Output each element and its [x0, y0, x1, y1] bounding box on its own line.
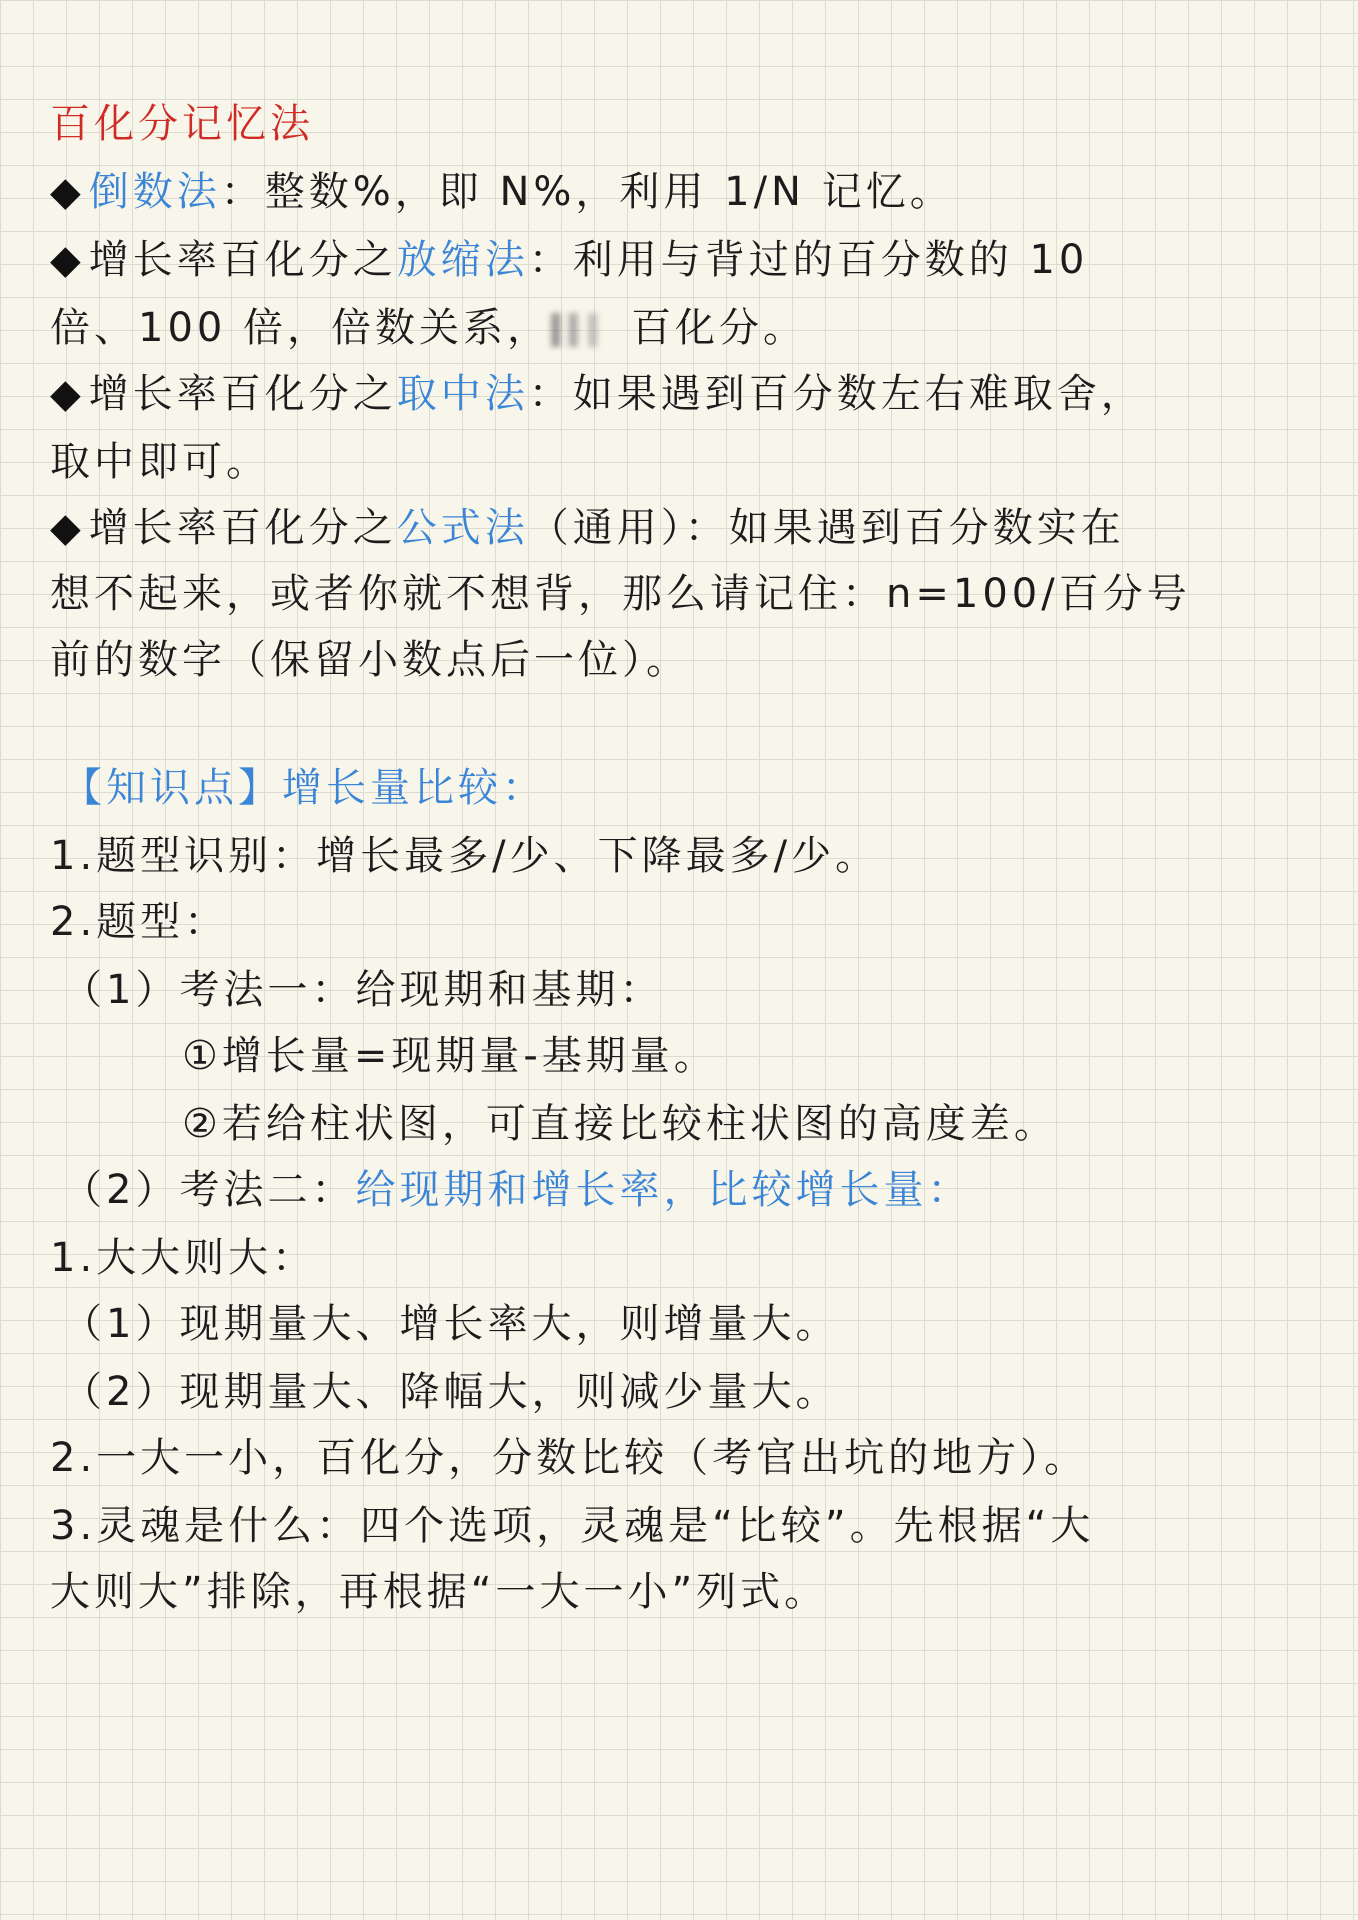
method-reciprocal: [50, 166, 1320, 218]
text: （2）考法二：: [62, 1167, 356, 1213]
keyword: 取中法: [396, 371, 529, 417]
prefix: 增长率百化分之: [88, 237, 397, 283]
knowledge-line-5: ②若给柱状图，可直接比较柱状图的高度差。: [182, 1101, 1058, 1147]
diamond-bullet-icon: ◆: [50, 505, 85, 551]
method-formula-cont2: 前的数字（保留小数点后一位）。: [50, 637, 690, 683]
method-middle: [50, 368, 1320, 420]
keyword: 公式法: [396, 505, 529, 551]
diamond-bullet-icon: ◆: [50, 371, 85, 417]
knowledge-line-4: ①增长量=现期量-基期量。: [182, 1033, 718, 1079]
knowledge-line-8: （1）现期量大、增长率大，则增量大。: [62, 1301, 840, 1347]
diamond-bullet-icon: ◆: [50, 169, 85, 215]
knowledge-line-6: [62, 1164, 1332, 1216]
method-scaling-cont: [50, 302, 1320, 354]
knowledge-line-1: 1.题型识别：增长最多/少、下降最多/少。: [50, 833, 880, 879]
method-middle-cont: 取中即可。: [50, 439, 270, 485]
method-scaling: [50, 234, 1320, 286]
text: 百化分。: [631, 305, 808, 351]
method-formula-cont1: 想不起来，或者你就不想背，那么请记住：n=100/百分号: [50, 571, 1191, 617]
description: （通用）：如果遇到百分数实在: [528, 505, 1125, 551]
diamond-bullet-icon: ◆: [50, 237, 85, 283]
keyword: 倒数法: [88, 169, 221, 215]
method-formula: [50, 502, 1320, 554]
prefix: 增长率百化分之: [88, 505, 397, 551]
knowledge-line-7: 1.大大则大：: [50, 1235, 317, 1281]
description: ：整数%，即 N%，利用 1/N 记忆。: [220, 169, 954, 215]
knowledge-line-3: （1）考法一：给现期和基期：: [62, 967, 664, 1013]
description: ：利用与背过的百分数的 10: [528, 237, 1089, 283]
prefix: 增长率百化分之: [88, 371, 397, 417]
knowledge-line-9: （2）现期量大、降幅大，则减少量大。: [62, 1369, 840, 1415]
keyword: 放缩法: [396, 237, 529, 283]
redacted-mark: [551, 313, 631, 347]
knowledge-line-2: 2.题型：: [50, 899, 229, 945]
knowledge-line-10: 2.一大一小，百化分，分数比较（考官出坑的地方）。: [50, 1435, 1089, 1481]
description: ：如果遇到百分数左右难取舍，: [528, 371, 1145, 417]
knowledge-line-11: 3.灵魂是什么：四个选项，灵魂是“比较”。先根据“大: [50, 1503, 1095, 1549]
keyword: 给现期和增长率，比较增长量：: [355, 1167, 972, 1213]
knowledge-heading: 【知识点】增长量比较：: [62, 765, 546, 811]
page-title: 百化分记忆法: [50, 101, 314, 147]
knowledge-line-12: 大则大”排除，再根据“一大一小”列式。: [50, 1569, 829, 1615]
text: 倍、100 倍，倍数关系，: [50, 305, 552, 351]
